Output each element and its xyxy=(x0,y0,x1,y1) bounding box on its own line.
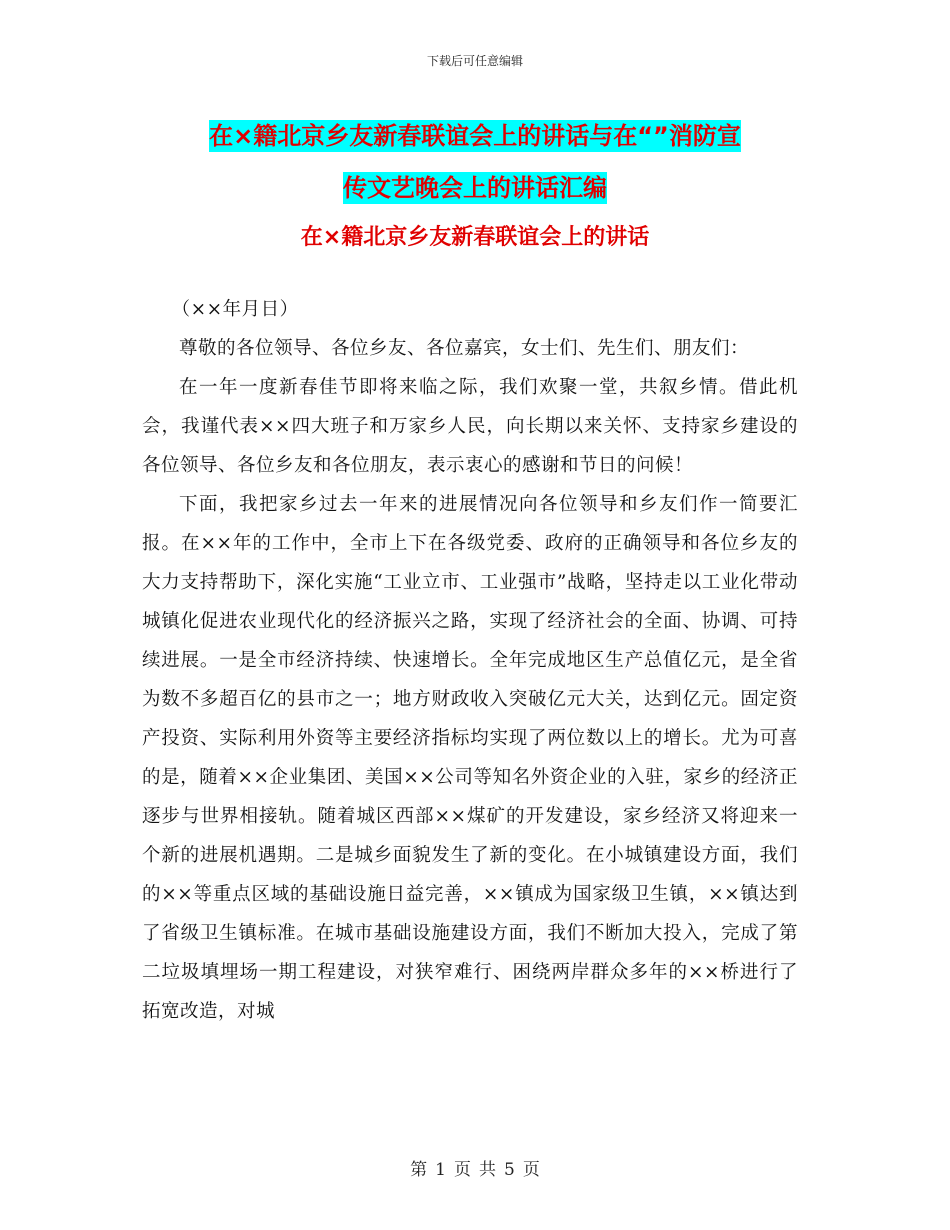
paragraph-report: 下面，我把家乡过去一年来的进展情况向各位领导和乡友们作一简要汇报。在××年的工作中，全市上下在各级党委、政府的正确领导和各位乡友的大力支持帮助下，深化实施“工业立市、工业强市”战略，坚持走以工业化带动城镇化促进农业现代化的经济振兴之路，实现了经济社会的全面、协调、可持续进展。一是全市经济持续、快速增长。全年完成地区生产总值亿元，是全省为数不多超百亿的县市之一；地方财政收入突破亿元大关，达到亿元。固定资产投资、实际利用外资等主要经济指标均实现了两位数以上的增长。尤为可喜的是，随着××企业集团、美国××公司等知名外资企业的入驻，家乡的经济正逐步与世界相接轨。随着城区西部××煤矿的开发建设，家乡经济又将迎来一个新的进展机遇期。二是城乡面貌发生了新的变化。在小城镇建设方面，我们的××等重点区域的基础设施日益完善，××镇成为国家级卫生镇，××镇达到了省级卫生镇标准。在城市基础设施建设方面，我们不断加大投入，完成了第二垃圾填埋场一期工程建设，对狭窄难行、困绕两岸群众多年的××桥进行了拓宽改造，对城 xyxy=(142,494,798,1022)
page-header: 下载后可任意编辑 xyxy=(426,54,523,68)
footer-prefix: 第 xyxy=(410,1160,428,1180)
footer-suffix: 页 xyxy=(522,1160,540,1180)
footer-total-label: 共 xyxy=(479,1160,496,1180)
footer-page-label: 页 xyxy=(454,1160,471,1180)
page-number: 1 xyxy=(435,1160,446,1180)
paragraph-opening: 在一年一度新春佳节即将来临之际，我们欢聚一堂，共叙乡情。借此机会，我谨代表××四大班子和万家乡人民，向长期以来关怀、支持家乡建设的各位领导、各位乡友和各位朋友，表示衷心的感谢和节日的问候！ xyxy=(142,377,798,476)
total-pages: 5 xyxy=(504,1160,515,1180)
speech-date: （××年月日） xyxy=(171,299,299,320)
section-title: 在×籍北京乡友新春联谊会上的讲话 xyxy=(300,225,650,250)
page-footer xyxy=(0,1155,950,1180)
paragraph-greeting: 尊敬的各位领导、各位乡友、各位嘉宾，女士们、先生们、朋友们： xyxy=(179,338,750,359)
document-title xyxy=(150,110,800,214)
document-title-line-1: 在×籍北京乡友新春联谊会上的讲话与在“”消防宣 xyxy=(209,122,741,150)
document-title-line-2: 传文艺晚会上的讲话汇编 xyxy=(343,174,607,202)
document-body xyxy=(142,290,798,1031)
